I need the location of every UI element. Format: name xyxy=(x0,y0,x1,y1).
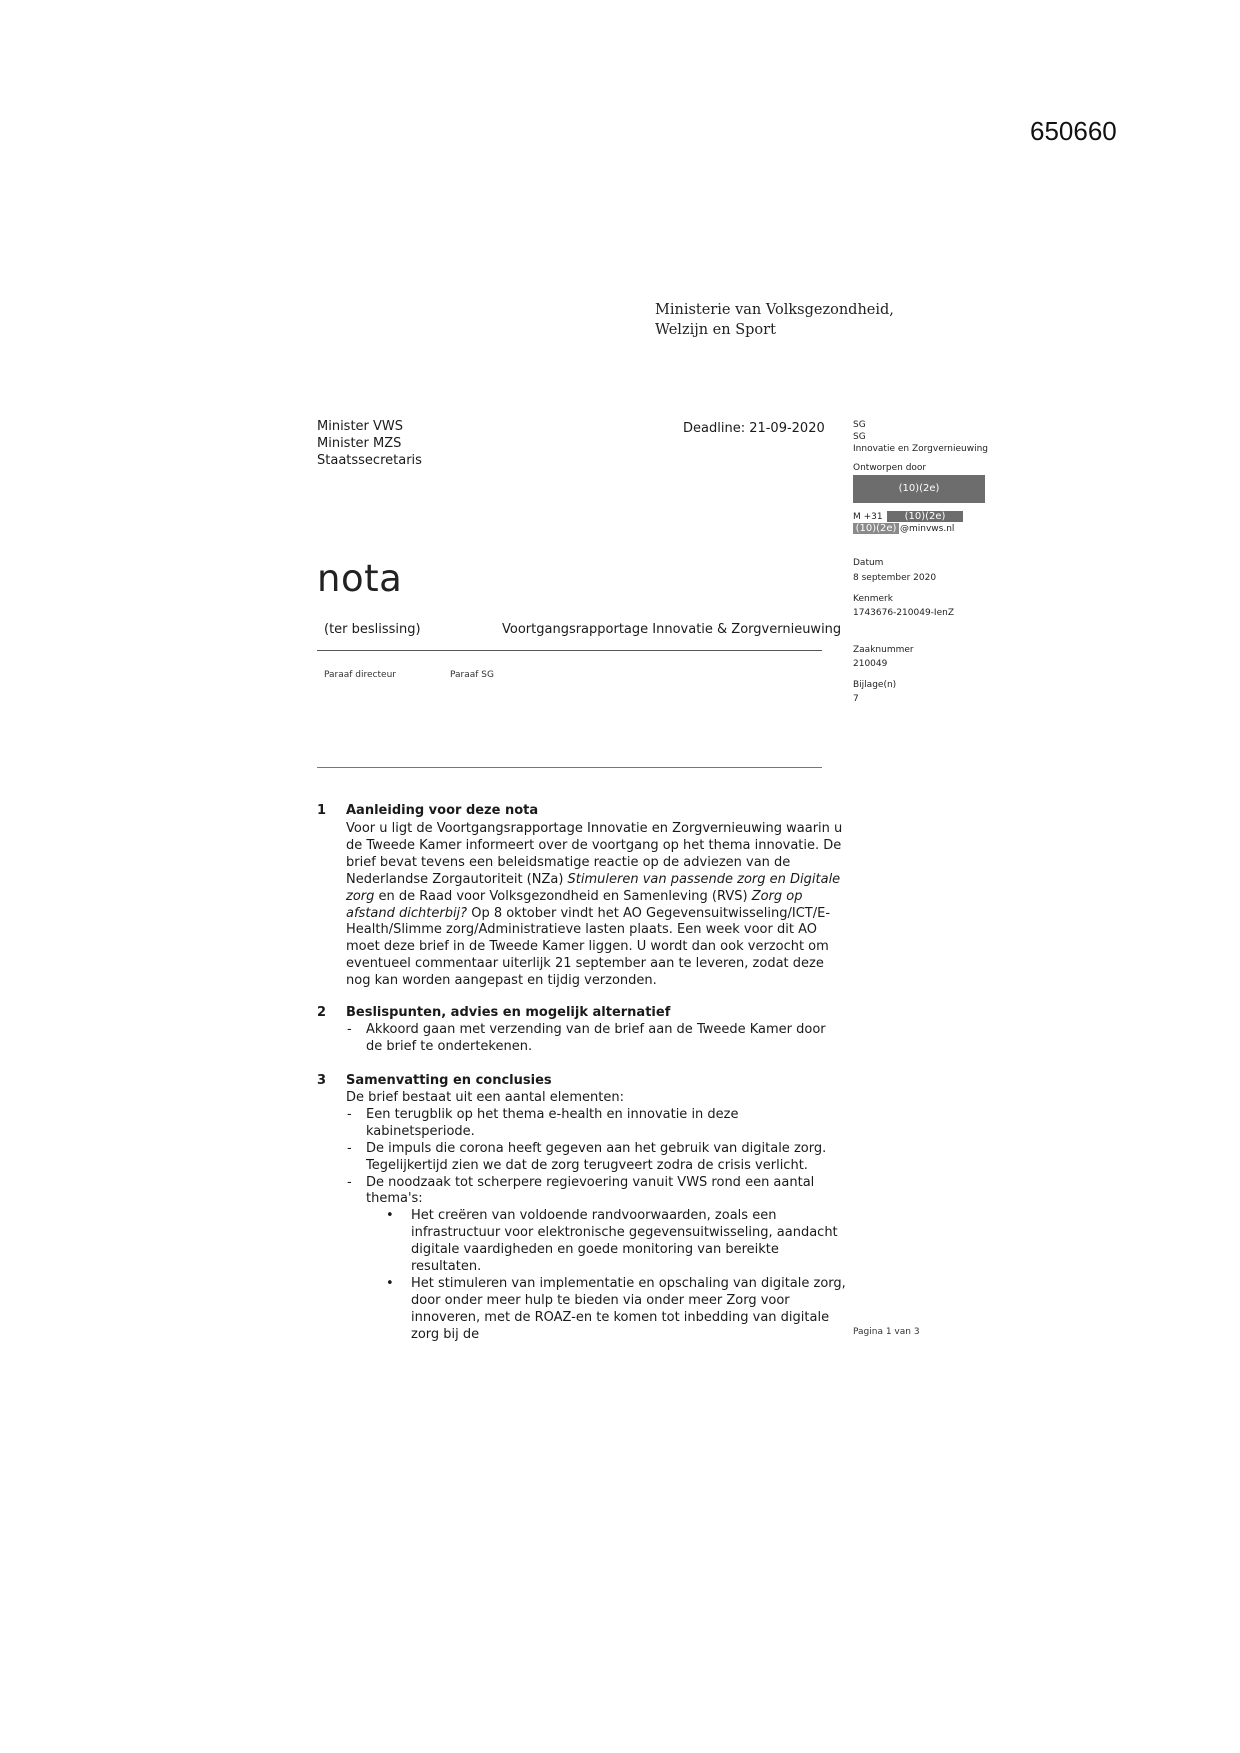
section-intro: De brief bestaat uit een aantal elementen: xyxy=(346,1090,624,1105)
paraaf-director: Paraaf directeur xyxy=(324,670,396,680)
addressees xyxy=(317,418,422,469)
page-number: Pagina 1 van 3 xyxy=(853,1327,920,1337)
section-text: en de Raad voor Volksgezondheid en Samenleving (RVS) xyxy=(374,888,752,904)
reference-label: Kenmerk xyxy=(853,594,893,604)
section-body xyxy=(346,821,846,990)
section-number: 3 xyxy=(317,1073,327,1088)
date-label: Datum xyxy=(853,558,884,568)
list-item-text: De noodzaak tot scherpere regievoering vanuit VWS rond een aantal thema's: xyxy=(366,1174,815,1207)
section-body xyxy=(346,1022,846,1056)
org-bold: SG xyxy=(853,420,866,430)
document-number: 650660 xyxy=(1030,116,1117,146)
reference-value: 1743676-210049-IenZ xyxy=(853,608,954,618)
document-title: nota xyxy=(317,557,403,600)
section-text-italic: Zorg op afstand dichterbij? xyxy=(346,888,803,921)
deadline: Deadline: 21-09-2020 xyxy=(683,421,825,436)
org: SG xyxy=(853,432,866,442)
date-value: 8 september 2020 xyxy=(853,573,937,583)
section-heading: Samenvatting en conclusies xyxy=(346,1073,552,1088)
list-item xyxy=(346,1175,846,1344)
divider xyxy=(317,767,822,768)
section-text-italic: Stimuleren van passende zorg en Digitale zorg xyxy=(346,871,841,904)
section-heading: Aanleiding voor deze nota xyxy=(346,803,539,818)
redacted-email-user: (10)(2e) xyxy=(853,523,899,534)
ministry-name-line1: Ministerie van Volksgezondheid, xyxy=(655,302,894,318)
list-item: - Een terugblik op het thema e-health en innovatie in deze kabinetsperiode. xyxy=(346,1107,846,1141)
attachments-label: Bijlage(n) xyxy=(853,680,897,690)
section-number: 1 xyxy=(317,803,327,818)
section-text: Op 8 oktober vindt het AO Gegevensuitwisseling/ICT/E-Health/Slimme zorg/Administratieve lasten plaats. Een week voor dit AO moet deze brief in de Tweede Kamer liggen. U wordt dan ook verzocht om eventueel commentaar uiterlijk 21 september aan te leveren, zodat deze nog kan worden aangepast en tijdig verzonden. xyxy=(346,905,831,989)
list-item: - Akkoord gaan met verzending van de brief aan de Tweede Kamer door de brief te ondertekenen. xyxy=(346,1022,846,1056)
sub-list-item: • Het stimuleren van implementatie en opschaling van digitale zorg, door onder meer hulp te bieden via onder meer Zorg voor innoveren, met de ROAZ-en te komen tot inbedding van digitale zorg bij de xyxy=(366,1276,846,1344)
section-text: Voor u ligt de Voortgangsrapportage Innovatie en Zorgvernieuwing waarin u de Tweede Kamer informeert over de voortgang op het thema innovatie. De brief bevat tevens een beleidsmatige reactie op de adviezen van de Nederlandse Zorgautoriteit (NZa) xyxy=(346,821,843,887)
section-number: 2 xyxy=(317,1005,327,1020)
addressee: Staatssecretaris xyxy=(317,453,422,468)
divider xyxy=(317,650,822,651)
attachments-value: 7 xyxy=(853,694,859,704)
ministry-logo-text xyxy=(655,300,894,340)
paraaf-sg: Paraaf SG xyxy=(450,670,494,680)
section-heading: Beslispunten, advies en mogelijk alternatief xyxy=(346,1005,671,1020)
email-domain: @minvws.nl xyxy=(900,524,955,534)
phone-prefix: M +31 xyxy=(853,512,883,522)
addressee: Minister VWS xyxy=(317,419,404,434)
case-number-value: 210049 xyxy=(853,659,888,669)
ministry-name-line2: Welzijn en Sport xyxy=(655,322,776,338)
directorate: Innovatie en Zorgvernieuwing xyxy=(853,444,988,454)
addressee: Minister MZS xyxy=(317,436,402,451)
redacted-phone: (10)(2e) xyxy=(887,511,963,522)
case-number-label: Zaaknummer xyxy=(853,645,914,655)
designed-by-label: Ontworpen door xyxy=(853,463,927,473)
document-subject: Voortgangsrapportage Innovatie & Zorgvernieuwing xyxy=(502,622,842,637)
list-item: - De impuls die corona heeft gegeven aan het gebruik van digitale zorg. Tegelijkertijd zien we dat de zorg terugveert zodra de crisis verlicht. xyxy=(346,1141,846,1175)
redacted-name-block: (10)(2e) xyxy=(853,475,985,503)
document-type: (ter beslissing) xyxy=(324,622,421,637)
sub-list-item: • Het creëren van voldoende randvoorwaarden, zoals een infrastructuur voor elektronische gegevensuitwisseling, aandacht digitale vaardigheden en goede monitoring van bereikte resultaten. xyxy=(366,1208,846,1276)
section-body xyxy=(346,1090,846,1344)
